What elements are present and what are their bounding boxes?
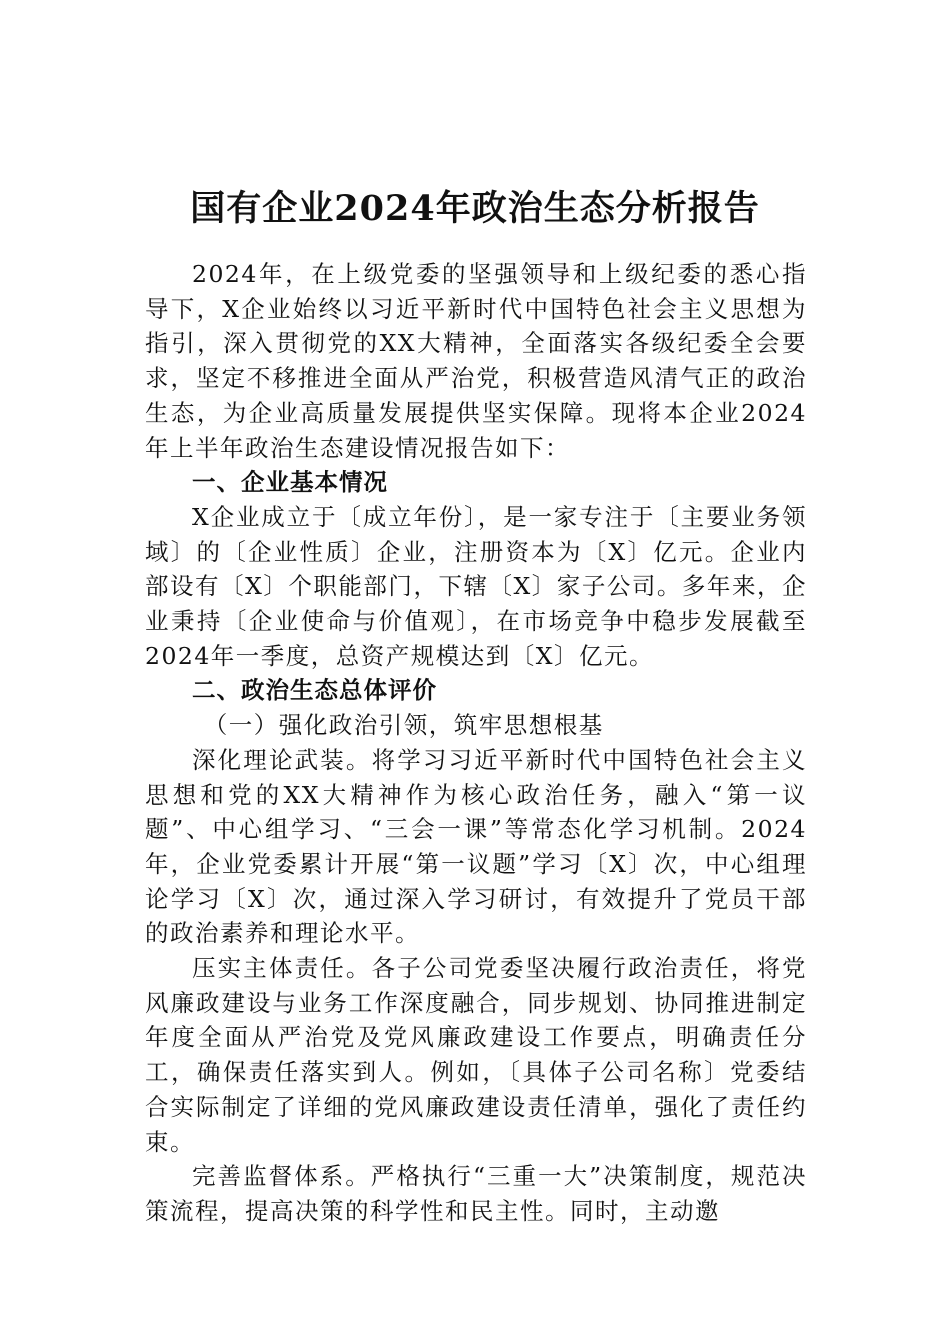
document-title: 国有企业2024年政治生态分析报告 [190, 188, 760, 230]
section-1-paragraph: X企业成立于〔成立年份〕，是一家专注于〔主要业务领域〕的〔企业性质〕企业，注册资本为〔X〕亿元。企业内部设有〔X〕个职能部门，下辖〔X〕家子公司。多年来，企业秉持〔企业使命与价值观〕，在市场竞争中稳步发展截至2024年一季度，总资产规模达到〔X〕亿元。 [145, 502, 807, 670]
section-2-heading: 二、政治生态总体评价 [192, 676, 437, 705]
section-2-paragraph-1: 深化理论武装。将学习习近平新时代中国特色社会主义思想和党的XX大精神作为核心政治任务，融入“第一议题”、中心组学习、“三会一课”等常态化学习机制。2024年，企业党委累计开展“第一议题”学习〔X〕次，中心组理论学习〔X〕次，通过深入学习研讨，有效提升了党员干部的政治素养和理论水平。 [145, 745, 807, 948]
document-body [145, 257, 807, 1229]
section-2-paragraph-3: 完善监督体系。严格执行“三重一大”决策制度，规范决策流程，提高决策的科学性和民主性。同时，主动邀 [145, 1162, 807, 1225]
section-1-heading: 一、企业基本情况 [192, 468, 388, 497]
section-2-paragraph-2: 压实主体责任。各子公司党委坚决履行政治责任，将党风廉政建设与业务工作深度融合，同步规划、协同推进制定年度全面从严治党及党风廉政建设工作要点，明确责任分工，确保责任落实到人。例如，〔具体子公司名称〕党委结合实际制定了详细的党风廉政建设责任清单，强化了责任约束。 [145, 954, 807, 1156]
intro-paragraph: 2024年，在上级党委的坚强领导和上级纪委的悉心指导下，X企业始终以习近平新时代中国特色社会主义思想为指引，深入贯彻党的XX大精神，全面落实各级纪委全会要求，坚定不移推进全面从严治党，积极营造风清气正的政治生态，为企业高质量发展提供坚实保障。现将本企业2024年上半年政治生态建设情况报告如下： [145, 260, 807, 462]
section-2-subheading-1: （一）强化政治引领，筑牢思想根基 [203, 711, 604, 740]
